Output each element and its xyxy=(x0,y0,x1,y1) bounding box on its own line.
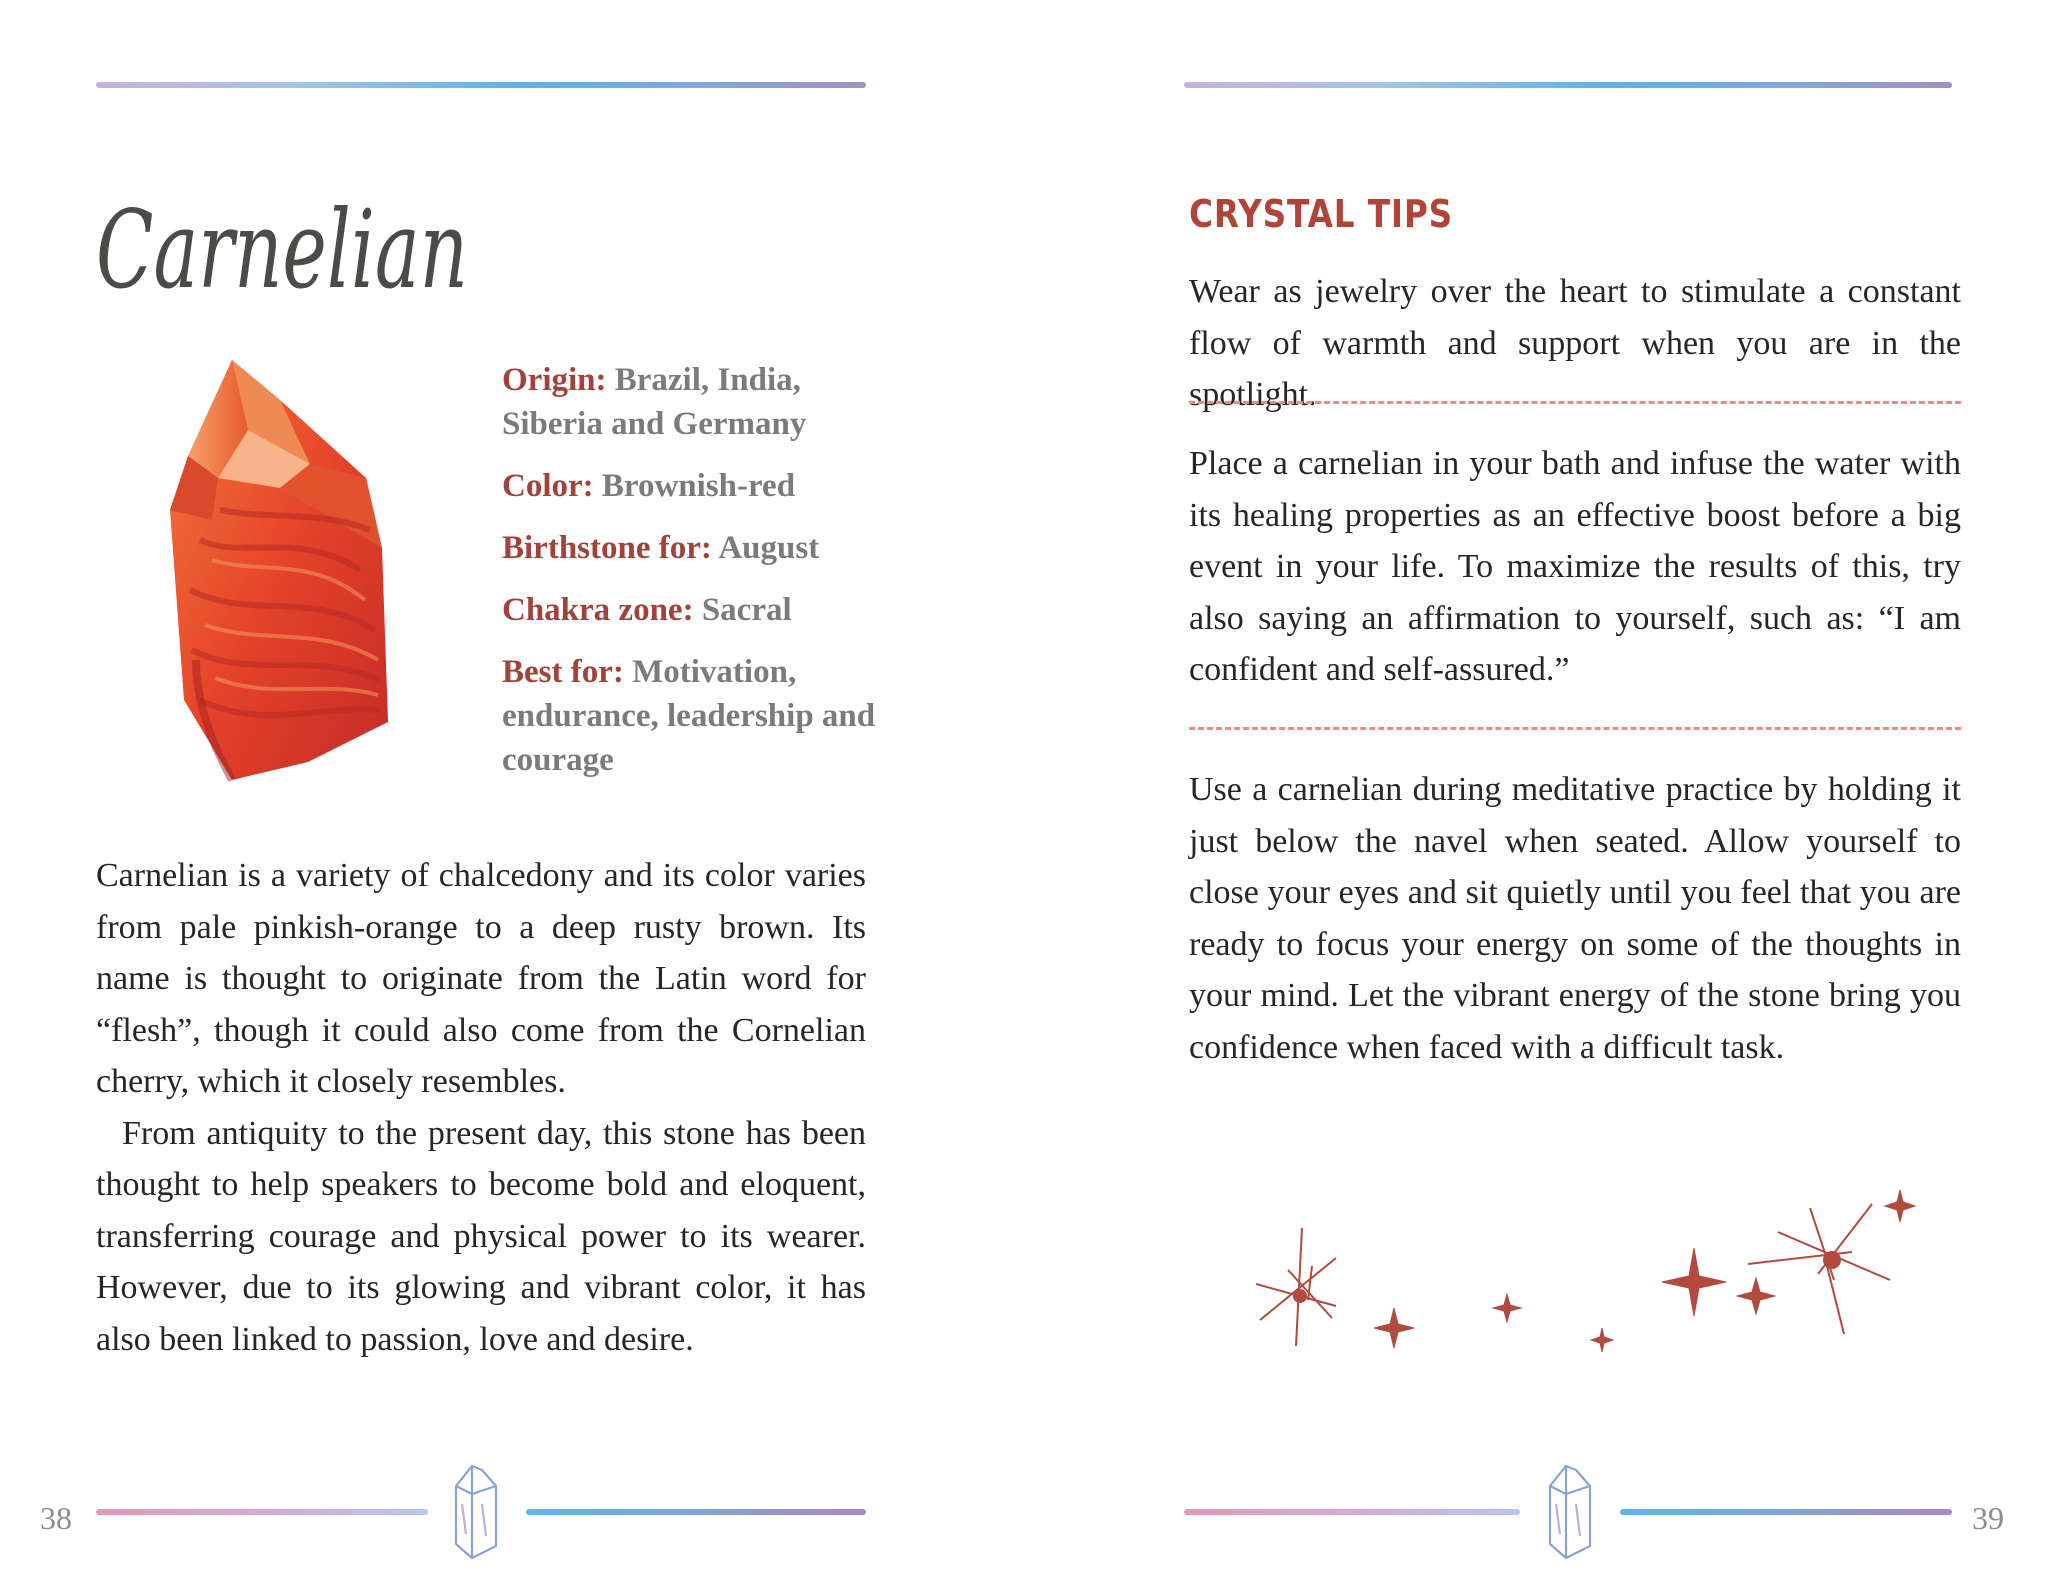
property-label: Color: xyxy=(502,468,594,504)
carnelian-crystal-illustration xyxy=(160,360,400,790)
star-icon xyxy=(1493,1294,1521,1322)
page-number-left: 38 xyxy=(40,1500,72,1536)
property-origin xyxy=(502,358,892,446)
top-rule-left xyxy=(96,82,866,88)
property-best-for xyxy=(502,650,892,782)
crystal-icon xyxy=(1546,1464,1594,1560)
page-title-text: Carnelian xyxy=(96,188,468,313)
property-value: Sacral xyxy=(701,592,792,628)
description-text xyxy=(96,850,866,1365)
property-value: Brownish-red xyxy=(601,468,796,504)
sparkle-icon xyxy=(1256,1228,1336,1346)
page-number-right: 39 xyxy=(1972,1500,2004,1536)
property-value: Brazil, India, Siberia and Germany xyxy=(502,362,807,442)
properties-list xyxy=(502,358,892,800)
bottom-rule-right-b xyxy=(1620,1509,1952,1515)
sparkle-icon xyxy=(1748,1204,1890,1334)
property-chakra-zone xyxy=(502,588,892,632)
tip-text: Place a carnelian in your bath and infuse the water with its healing properties as an effective boost before a big event in your life. To maximize the results of this, try also saying an affirmation to yourself, such as: “I am confident and self-assured.” xyxy=(1189,445,1961,688)
bottom-rule-left-b xyxy=(526,1509,866,1515)
sparkles-decoration xyxy=(1240,1180,1940,1360)
top-rule-right xyxy=(1184,82,1952,88)
tip-text: Use a carnelian during meditative practice by holding it just below the navel when seated. Allow yourself to close your eyes and sit quietly until you feel that you are ready to focus your energy on some of the thoughts in your mind. Let the vibrant energy of the stone bring you confidence when faced with a difficult task. xyxy=(1189,771,1961,1066)
page-title xyxy=(96,165,516,335)
paragraph: From antiquity to the present day, this stone has been thought to help speakers to become bold and eloquent, transferring courage and physical power to its wearer. However, due to its glowing and vibrant color, it has also been linked to passion, love and desire. xyxy=(96,1114,866,1358)
star-icon xyxy=(1885,1190,1915,1222)
property-label: Birthstone for: xyxy=(502,530,712,566)
property-value: August xyxy=(718,530,820,566)
property-label: Chakra zone: xyxy=(502,592,694,628)
crystal-tips-heading: CRYSTAL TIPS xyxy=(1189,192,1454,236)
crystal-icon xyxy=(452,1464,500,1560)
star-icon xyxy=(1591,1328,1613,1352)
bottom-rule-right-a xyxy=(1184,1509,1520,1515)
tip-text: Wear as jewelry over the heart to stimulate a constant flow of warmth and support when you are in the spotlight. xyxy=(1189,273,1961,413)
paragraph: Carnelian is a variety of chalcedony and its color varies from pale pinkish-orange to a deep rusty brown. Its name is thought to originate from the Latin word for “flesh”, though it could also come from the Cornelian cherry, which it closely resembles. xyxy=(96,857,866,1100)
property-color xyxy=(502,464,892,508)
property-value: Motivation, endurance, leadership and courage xyxy=(502,654,876,778)
star-icon xyxy=(1737,1278,1775,1314)
star-icon xyxy=(1662,1248,1726,1316)
dashed-divider xyxy=(1189,727,1961,730)
star-icon xyxy=(1374,1308,1414,1348)
property-label: Best for: xyxy=(502,654,624,690)
bottom-rule-left-a xyxy=(96,1509,428,1515)
property-birthstone xyxy=(502,526,892,570)
property-label: Origin: xyxy=(502,362,607,398)
dashed-divider xyxy=(1189,401,1961,404)
